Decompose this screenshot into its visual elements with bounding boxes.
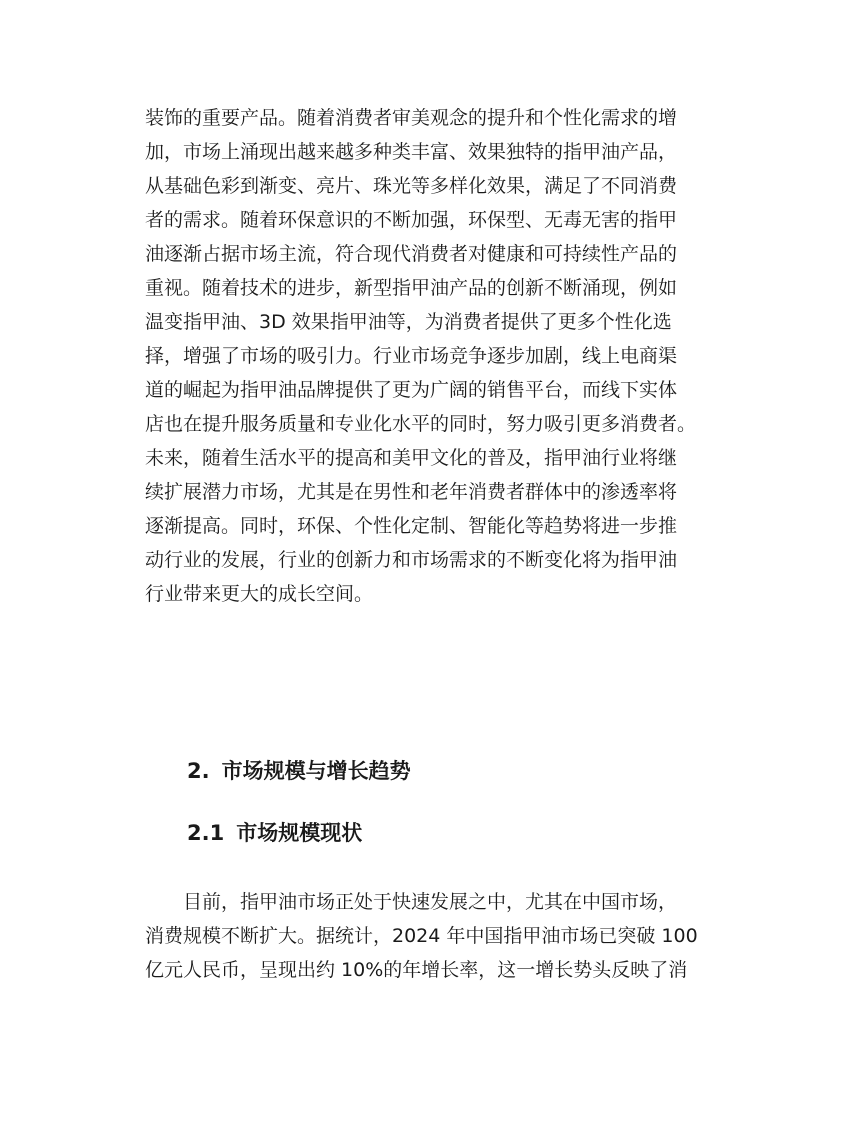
text-line: 道的崛起为指甲油品牌提供了更为广阔的销售平台，而线下实体 [145,379,678,401]
subsection-heading [187,818,362,848]
text-line: 重视。随着技术的进步，新型指甲油产品的创新不断涌现，例如 [145,277,678,299]
text-line: 择，增强了市场的吸引力。行业市场竞争逐步加剧，线上电商渠 [145,345,678,367]
text-line: 加，市场上涌现出越来越多种类丰富、效果独特的指甲油产品， [145,141,678,163]
text-line: 亿元人民币，呈现出约 10%的年增长率，这一增长势头反映了消 [145,959,688,981]
text-line: 行业带来更大的成长空间。 [145,583,374,605]
body-paragraph [145,885,705,987]
text-line: 动行业的发展，行业的创新力和市场需求的不断变化将为指甲油 [145,549,678,571]
subsection-title: 市场规模现状 [236,821,363,845]
text-line: 续扩展潜力市场，尤其是在男性和老年消费者群体中的渗透率将 [145,481,678,503]
text-line: 消费规模不断扩大。据统计，2024 年中国指甲油市场已突破 100 [145,925,698,947]
text-line: 从基础色彩到渐变、亮片、珠光等多样化效果，满足了不同消费 [145,175,678,197]
text-line: 温变指甲油、3D 效果指甲油等，为消费者提供了更多个性化选 [145,311,672,333]
text-line: 逐渐提高。同时，环保、个性化定制、智能化等趋势将进一步推 [145,515,678,537]
text-line: 者的需求。随着环保意识的不断加强，环保型、无毒无害的指甲 [145,209,678,231]
section-number: 2. [187,759,210,783]
text-line: 装饰的重要产品。随着消费者审美观念的提升和个性化需求的增 [145,107,678,129]
text-line: 未来，随着生活水平的提高和美甲文化的普及，指甲油行业将继 [145,447,678,469]
section-title: 市场规模与增长趋势 [221,759,411,783]
body-paragraph [145,101,705,611]
subsection-number: 2.1 [187,821,225,845]
text-line: 店也在提升服务质量和专业化水平的同时，努力吸引更多消费者。 [145,413,697,435]
text-line: 油逐渐占据市场主流，符合现代消费者对健康和可持续性产品的 [145,243,678,265]
text-line: 目前，指甲油市场正处于快速发展之中，尤其在中国市场， [145,891,678,913]
section-heading [187,756,411,786]
